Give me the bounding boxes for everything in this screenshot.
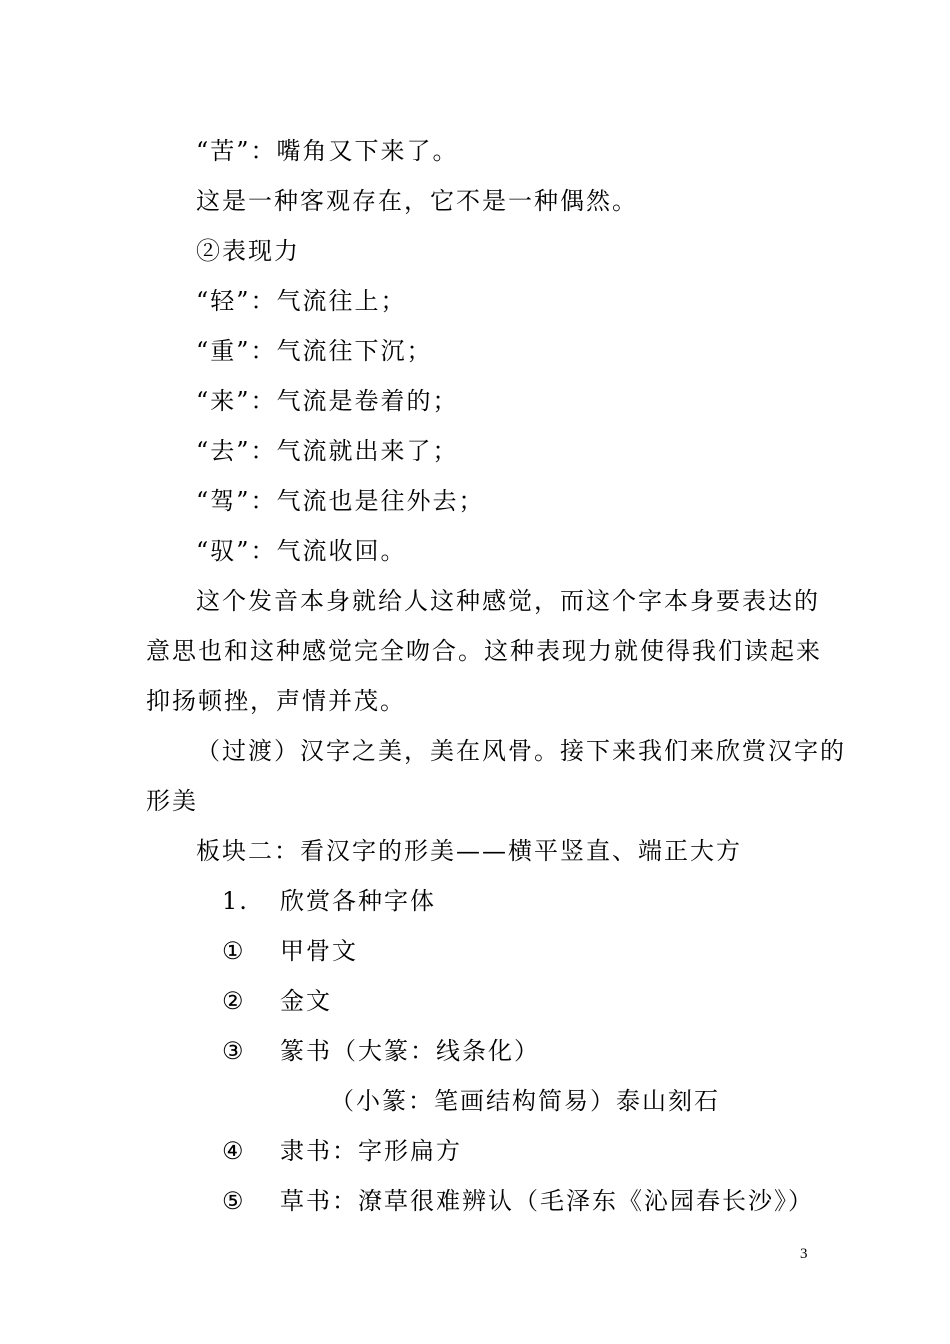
list-marker: ① bbox=[222, 937, 246, 965]
list-item bbox=[222, 886, 436, 916]
list-item bbox=[222, 1186, 814, 1216]
text-line: “去”：气流就出来了； bbox=[196, 437, 459, 465]
text-line: “重”：气流往下沉； bbox=[196, 337, 433, 365]
paragraph-line: 这个发音本身就给人这种感觉，而这个字本身要表达的 bbox=[196, 587, 820, 615]
list-marker: ② bbox=[222, 987, 246, 1015]
paragraph-line: 抑扬顿挫，声情并茂。 bbox=[146, 687, 406, 715]
paragraph-line: 意思也和这种感觉完全吻合。这种表现力就使得我们读起来 bbox=[146, 637, 822, 665]
list-item-text: 甲骨文 bbox=[280, 937, 358, 965]
text-line: “驾”：气流也是往外去； bbox=[196, 487, 485, 515]
text-line: “轻”：气流往上； bbox=[196, 287, 407, 315]
list-marker: ⑤ bbox=[222, 1187, 246, 1215]
text-line: “苦”：嘴角又下来了。 bbox=[196, 137, 459, 165]
list-item bbox=[222, 936, 358, 966]
list-item bbox=[222, 1136, 462, 1166]
text-line: “来”：气流是卷着的； bbox=[196, 387, 459, 415]
list-marker: 1. bbox=[222, 887, 249, 915]
text-line: “驭”：气流收回。 bbox=[196, 537, 407, 565]
text-line: 这是一种客观存在，它不是一种偶然。 bbox=[196, 187, 638, 215]
list-marker: ④ bbox=[222, 1137, 246, 1165]
list-item-text: 金文 bbox=[280, 987, 332, 1015]
paragraph-line: 形美 bbox=[146, 787, 198, 815]
list-item-text: 欣赏各种字体 bbox=[280, 887, 436, 915]
section-heading: ②表现力 bbox=[196, 237, 300, 265]
list-item-text: 隶书：字形扁方 bbox=[280, 1137, 462, 1165]
sub-line: （小篆：笔画结构简易）泰山刻石 bbox=[330, 1087, 720, 1115]
section-heading: 板块二：看汉字的形美——横平竖直、端正大方 bbox=[196, 837, 742, 865]
list-item bbox=[222, 986, 332, 1016]
paragraph-line: （过渡）汉字之美，美在风骨。接下来我们来欣赏汉字的 bbox=[196, 737, 846, 765]
page-number: 3 bbox=[800, 1246, 808, 1262]
list-marker: ③ bbox=[222, 1037, 246, 1065]
list-item-text: 草书：潦草很难辨认（毛泽东《沁园春长沙》） bbox=[280, 1187, 814, 1215]
list-item bbox=[222, 1036, 540, 1066]
list-item-text: 篆书（大篆：线条化） bbox=[280, 1037, 540, 1065]
